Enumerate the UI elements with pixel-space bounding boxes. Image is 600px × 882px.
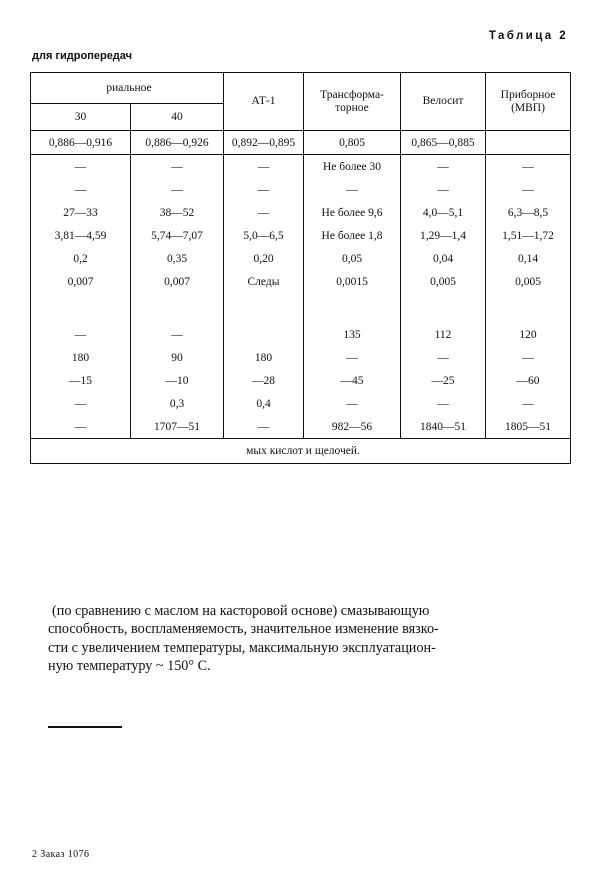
table-row — [31, 155, 571, 179]
cell: — — [304, 392, 401, 415]
cell: 4,0—5,1 — [401, 201, 486, 224]
footnote-separator-rule — [48, 726, 122, 728]
cell: — — [486, 346, 571, 369]
cell: — — [224, 415, 304, 439]
cell: — — [131, 155, 224, 179]
cell — [131, 293, 224, 323]
cell: — — [131, 178, 224, 201]
cell: 0,14 — [486, 247, 571, 270]
cell: 0,4 — [224, 392, 304, 415]
cell: 0,892—0,895 — [224, 131, 304, 155]
table-header-top-row — [31, 73, 571, 104]
cell: — — [401, 178, 486, 201]
cell: 0,007 — [131, 270, 224, 293]
header-pribornoe-line1: Приборное — [500, 88, 556, 101]
header-at1: АТ-1 — [224, 73, 304, 131]
cell: — — [224, 178, 304, 201]
cell: 180 — [31, 346, 131, 369]
cell: — — [31, 392, 131, 415]
cell: — — [131, 323, 224, 346]
cell: 0,3 — [131, 392, 224, 415]
cell: —25 — [401, 369, 486, 392]
table-row — [31, 392, 571, 415]
table-row — [31, 247, 571, 270]
cell: 0,805 — [304, 131, 401, 155]
table-row — [31, 224, 571, 247]
table-row-spacer — [31, 293, 571, 323]
cell: 0,04 — [401, 247, 486, 270]
paragraph-line-3: сти с увеличением температуры, максимальную эксплуатацион- — [48, 639, 436, 656]
cell: 0,005 — [486, 270, 571, 293]
cell: — — [31, 415, 131, 439]
cell: — — [31, 178, 131, 201]
cell: 0,886—0,916 — [31, 131, 131, 155]
table-row — [31, 369, 571, 392]
cell — [224, 323, 304, 346]
header-grade-40: 40 — [131, 104, 224, 131]
cell: — — [486, 392, 571, 415]
cell: 0,005 — [401, 270, 486, 293]
table-row — [31, 131, 571, 155]
cell: 0,20 — [224, 247, 304, 270]
cell: Не более 9,6 — [304, 201, 401, 224]
cell: 0,886—0,926 — [131, 131, 224, 155]
header-velosit: Велосит — [401, 73, 486, 131]
cell: 1,29—1,4 — [401, 224, 486, 247]
cell: 120 — [486, 323, 571, 346]
cell — [304, 293, 401, 323]
table-row — [31, 346, 571, 369]
cell: — — [304, 346, 401, 369]
cell: — — [401, 392, 486, 415]
cell: 6,3—8,5 — [486, 201, 571, 224]
cell: 0,007 — [31, 270, 131, 293]
table-row — [31, 415, 571, 439]
cell: Не более 1,8 — [304, 224, 401, 247]
cell: — — [224, 201, 304, 224]
paragraph-line-2: способность, воспламеняемость, значительное изменение вязко- — [48, 621, 439, 638]
cell: 0,2 — [31, 247, 131, 270]
header-transformer-line2: торное — [335, 101, 369, 114]
header-pribornoe — [486, 73, 571, 131]
cell: 27—33 — [31, 201, 131, 224]
header-pribornoe-line2: (МВП) — [511, 101, 545, 114]
cell: 112 — [401, 323, 486, 346]
table-footnote: мых кислот и щелочей. — [31, 439, 571, 464]
cell: —60 — [486, 369, 571, 392]
table-caption: Таблица 2 — [488, 30, 568, 42]
cell: 0,05 — [304, 247, 401, 270]
cell: 1805—51 — [486, 415, 571, 439]
cell: 0,35 — [131, 247, 224, 270]
cell — [486, 293, 571, 323]
cell: 982—56 — [304, 415, 401, 439]
cell: 5,74—7,07 — [131, 224, 224, 247]
cell: Не более 30 — [304, 155, 401, 179]
cell: — — [31, 155, 131, 179]
cell: — — [486, 178, 571, 201]
table-row — [31, 270, 571, 293]
cell: —15 — [31, 369, 131, 392]
cell: 180 — [224, 346, 304, 369]
cell: — — [31, 323, 131, 346]
paragraph-line-4: ную температуру ~ 150° С. — [48, 658, 211, 675]
cell: —10 — [131, 369, 224, 392]
oil-properties-table — [30, 72, 570, 464]
cell — [486, 131, 571, 155]
header-transformer — [304, 73, 401, 131]
cell — [401, 293, 486, 323]
cell: 135 — [304, 323, 401, 346]
cell: —28 — [224, 369, 304, 392]
cell: 3,81—4,59 — [31, 224, 131, 247]
body-paragraph — [48, 602, 556, 676]
table-footnote-row — [31, 439, 571, 464]
cell — [224, 293, 304, 323]
cell: 1,51—1,72 — [486, 224, 571, 247]
cell: —45 — [304, 369, 401, 392]
cell: — — [401, 155, 486, 179]
table-row — [31, 323, 571, 346]
cell: 5,0—6,5 — [224, 224, 304, 247]
header-transformer-line1: Трансформа- — [320, 88, 384, 101]
table-row — [31, 178, 571, 201]
cell: 1707—51 — [131, 415, 224, 439]
cell: 0,0015 — [304, 270, 401, 293]
cell: 38—52 — [131, 201, 224, 224]
page-footer: 2 Заказ 1076 — [32, 849, 90, 860]
header-grade-30: 30 — [31, 104, 131, 131]
cell: — — [304, 178, 401, 201]
cell: Следы — [224, 270, 304, 293]
cell: — — [224, 155, 304, 179]
cell: 1840—51 — [401, 415, 486, 439]
cell — [31, 293, 131, 323]
paragraph-line-1: (по сравнению с маслом на касторовой основе) смазывающую — [52, 603, 430, 619]
cell: 0,865—0,885 — [401, 131, 486, 155]
cell: 90 — [131, 346, 224, 369]
cell: — — [486, 155, 571, 179]
cell: — — [401, 346, 486, 369]
header-left-label: риальное — [31, 73, 224, 104]
table-subtitle: для гидропередач — [32, 50, 133, 62]
table-row — [31, 201, 571, 224]
